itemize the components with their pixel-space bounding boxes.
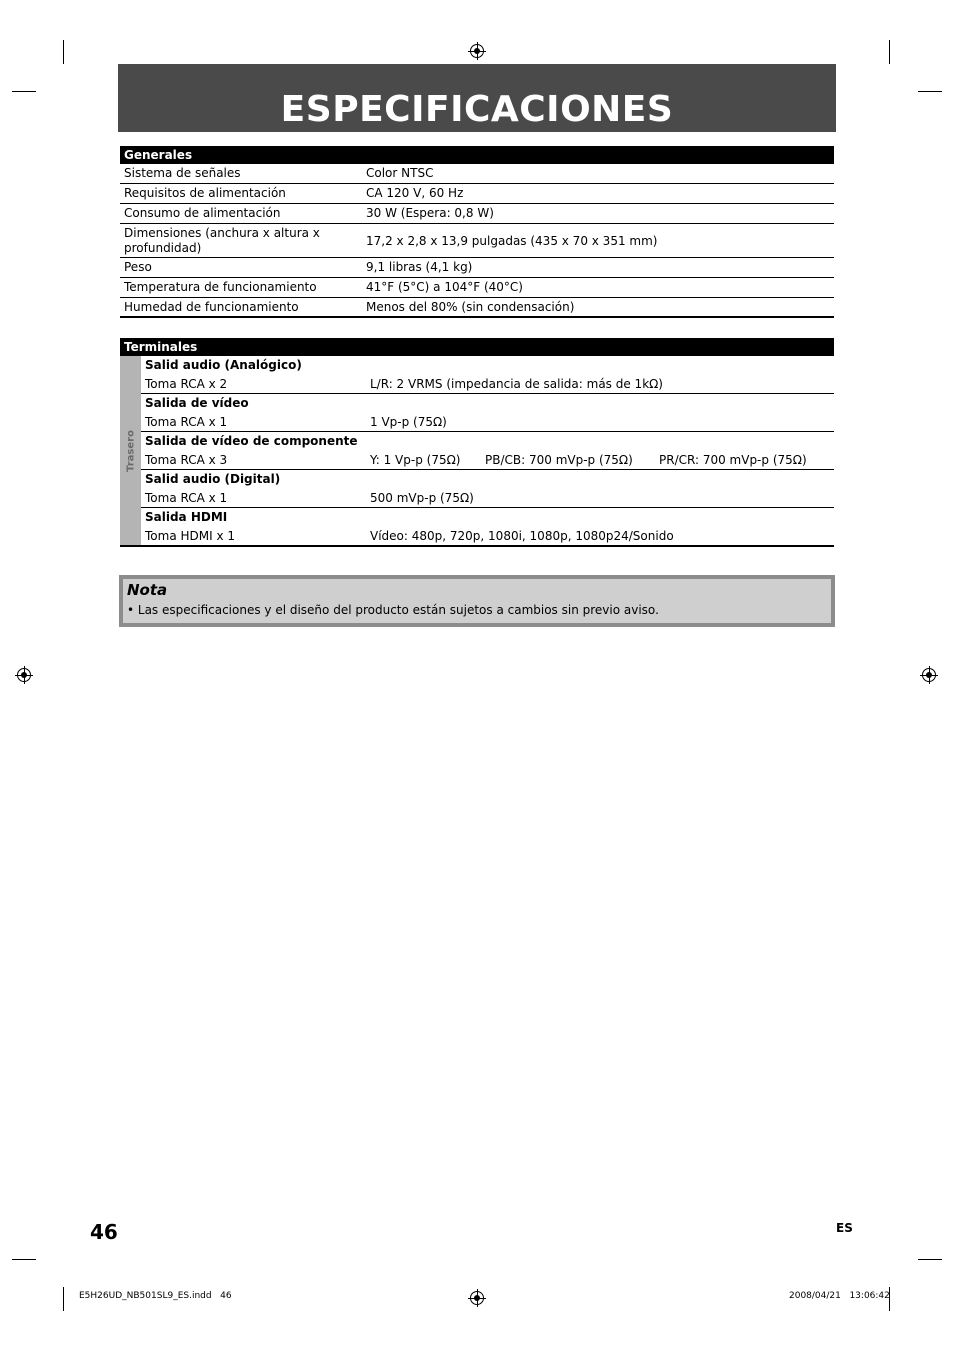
terminal-group [141,470,834,508]
terminal-group [141,356,834,394]
table-row [120,164,834,184]
table-row [120,278,834,298]
table-row [120,298,834,318]
group-title: Salida de vídeo [145,396,249,410]
generales-table [120,146,834,318]
row-value: 41°F (5°C) a 104°F (40°C) [366,280,523,294]
registration-mark-icon [470,44,484,58]
terminales-table [120,338,834,547]
row-value: 30 W (Espera: 0,8 W) [366,206,494,220]
table-row [120,224,834,258]
table-row [120,184,834,204]
note-inner [123,579,831,623]
row-label: Sistema de señales [124,166,241,180]
group-row [145,451,834,469]
row-label: Peso [124,260,152,274]
note-box [119,575,835,627]
connector-label: Toma RCA x 3 [145,453,228,467]
terminal-group [141,508,834,545]
row-value: 9,1 libras (4,1 kg) [366,260,473,274]
crop-mark [63,40,64,64]
connector-label: Toma RCA x 1 [145,415,228,429]
connector-values [370,489,834,507]
page-title: ESPECIFICACIONES [280,89,674,130]
terminal-groups [141,356,834,545]
terminales-header: Terminales [120,338,834,356]
connector-label: Toma RCA x 1 [145,491,228,505]
group-row [145,375,834,393]
connector-values [370,413,834,431]
note-title: Nota [127,581,168,599]
connector-value: 500 mVp-p (75Ω) [370,491,474,505]
note-text: • Las especificaciones y el diseño del producto están sujetos a cambios sin previo aviso. [127,603,659,617]
terminales-body [120,356,834,547]
group-row [145,413,834,431]
row-value: CA 120 V, 60 Hz [366,186,464,200]
page-number: 46 [90,1220,118,1244]
group-title: Salida HDMI [145,510,228,524]
connector-value: PR/CR: 700 mVp-p (75Ω) [659,453,807,467]
crop-mark [12,91,36,92]
row-label: Requisitos de alimentación [124,186,286,200]
terminal-group [141,432,834,470]
row-label: Dimensiones (anchura x altura x profundidad) [124,225,320,255]
row-label: Humedad de funcionamiento [124,300,299,314]
table-row [120,204,834,224]
title-bar [118,64,836,132]
crop-mark [889,40,890,64]
connector-values [370,527,834,545]
connector-values [370,451,834,469]
group-title: Salid audio (Digital) [145,472,281,486]
language-code: ES [836,1221,853,1235]
row-label: Temperatura de funcionamiento [124,280,317,294]
row-label: Consumo de alimentación [124,206,281,220]
group-title: Salida de vídeo de componente [145,434,358,448]
registration-mark-icon [922,668,936,682]
side-label: Trasero [125,429,136,472]
row-value: Color NTSC [366,166,434,180]
table-row [120,258,834,278]
row-value: 17,2 x 2,8 x 13,9 pulgadas (435 x 70 x 351 mm) [366,233,658,248]
group-title: Salid audio (Analógico) [145,358,302,372]
generales-header: Generales [120,146,834,164]
file-slug: E5H26UD_NB501SL9_ES.indd 46 [79,1291,232,1301]
registration-mark-icon [17,668,31,682]
registration-mark-icon [470,1291,484,1305]
connector-value: L/R: 2 VRMS (impedancia de salida: más de 1kΩ) [370,377,663,391]
group-row [145,527,834,545]
print-timestamp: 2008/04/21 13:06:42 [789,1291,890,1301]
crop-mark [918,91,942,92]
crop-mark [12,1259,36,1260]
group-row [145,489,834,507]
row-value: Menos del 80% (sin condensación) [366,300,575,314]
crop-mark [63,1287,64,1311]
side-label-column [120,356,141,545]
connector-values [370,375,834,393]
connector-value: PB/CB: 700 mVp-p (75Ω) [485,453,633,467]
terminal-group [141,394,834,432]
connector-value: Vídeo: 480p, 720p, 1080i, 1080p, 1080p24/Sonido [370,529,674,543]
connector-value: 1 Vp-p (75Ω) [370,415,447,429]
connector-value: Y: 1 Vp-p (75Ω) [370,453,461,467]
crop-mark [918,1259,942,1260]
connector-label: Toma HDMI x 1 [145,529,236,543]
connector-label: Toma RCA x 2 [145,377,228,391]
